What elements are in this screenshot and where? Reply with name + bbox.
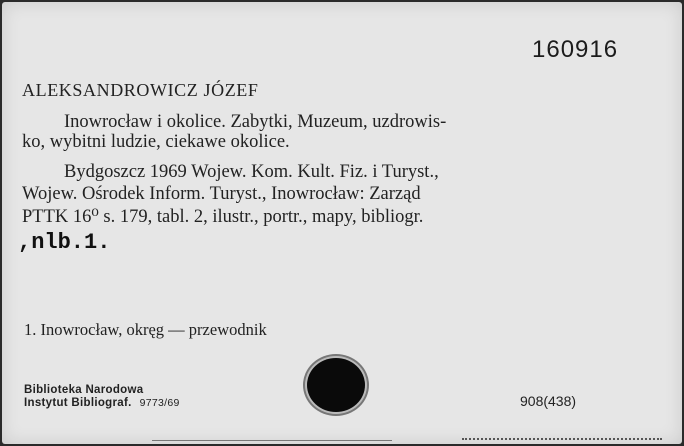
institute-code: 9773/69: [139, 397, 180, 409]
copy-note: ,nlb.1.: [18, 230, 111, 255]
catalog-card: [2, 2, 682, 444]
imprint-line-2: Wojew. Ośrodek Inform. Turyst., Inowrocław: Zarząd: [22, 184, 421, 204]
subject-heading: 1. Inowrocław, okręg — przewodnik: [24, 320, 267, 339]
institute-line: [24, 397, 180, 409]
institute-name: Instytut Bibliograf.: [24, 397, 132, 409]
punch-hole: [307, 358, 365, 412]
library-name: Biblioteka Narodowa: [24, 384, 144, 396]
author-heading: ALEKSANDROWICZ JÓZEF: [22, 80, 259, 100]
bottom-rule: [152, 440, 392, 441]
title-line-1: Inowrocław i okolice. Zabytki, Muzeum, uzdrowis-: [64, 112, 447, 132]
catalog-number: 160916: [532, 36, 619, 63]
imprint-line-3: PTTK 16⁰ s. 179, tabl. 2, ilustr., portr., mapy, bibliogr.: [22, 207, 424, 227]
imprint-line-1: Bydgoszcz 1969 Wojew. Kom. Kult. Fiz. i Turyst.,: [64, 162, 439, 182]
shelf-mark: 908(438): [520, 393, 577, 409]
title-line-2: ko, wybitni ludzie, ciekawe okolice.: [22, 132, 290, 152]
bottom-dotted-rule: [462, 438, 662, 440]
